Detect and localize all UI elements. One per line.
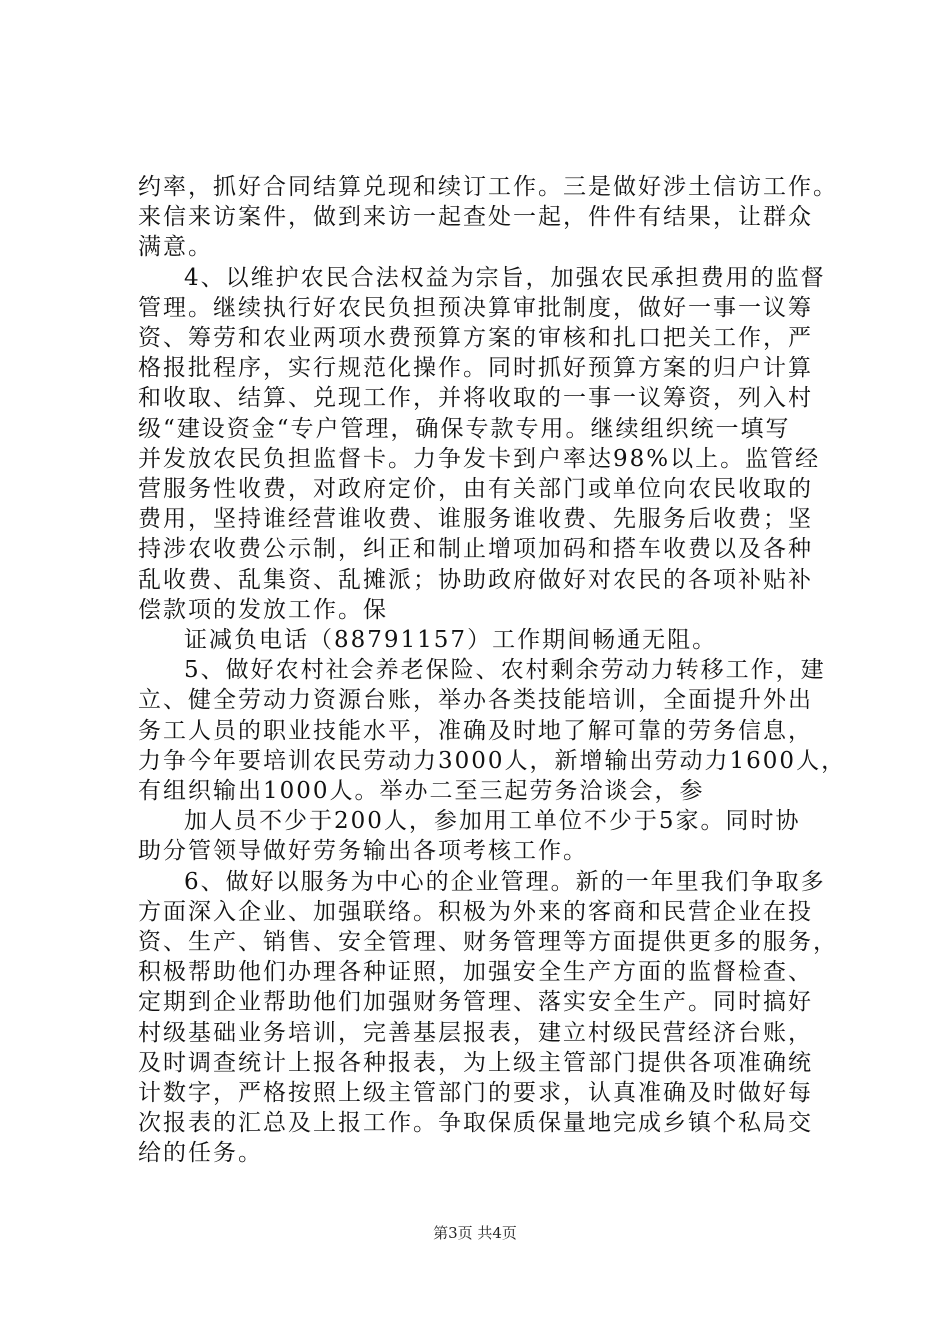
- text-line: 次报表的汇总及上报工作。争取保质保量地完成乡镇个私局交: [138, 1110, 813, 1136]
- text-line: 资、筹劳和农业两项水费预算方案的审核和扎口把关工作，严: [138, 325, 813, 351]
- text-line: 乱收费、乱集资、乱摊派；协助政府做好对农民的各项补贴补: [138, 567, 813, 593]
- text-line: 来信来访案件，做到来访一起查处一起，件件有结果，让群众: [138, 204, 813, 230]
- text-line: 并发放农民负担监督卡。力争发卡到户率达98%以上。监管经: [138, 446, 821, 472]
- text-line: 助分管领导做好劳务输出各项考核工作。: [138, 838, 588, 864]
- text-line: 力争今年要培训农民劳动力3000人，新增输出劳动力1600人，: [138, 748, 847, 774]
- text-line: 持涉农收费公示制，纠正和制止增项加码和搭车收费以及各种: [138, 536, 813, 562]
- text-line: 级“建设资金“专户管理，确保专款专用。继续组织统一填写: [138, 416, 791, 442]
- text-line: 计数字，严格按照上级主管部门的要求，认真准确及时做好每: [138, 1080, 813, 1106]
- text-line: 方面深入企业、加强联络。积极为外来的客商和民营企业在投: [138, 899, 813, 925]
- text-line: 费用，坚持谁经营谁收费、谁服务谁收费、先服务后收费；坚: [138, 506, 813, 532]
- text-line: 和收取、结算、兑现工作，并将收取的一事一议筹资，列入村: [138, 385, 813, 411]
- text-line: 6、做好以服务为中心的企业管理。新的一年里我们争取多: [184, 869, 826, 895]
- text-line: 加人员不少于200人，参加用工单位不少于5家。同时协: [184, 808, 801, 834]
- text-line: 4、以维护农民合法权益为宗旨，加强农民承担费用的监督: [184, 265, 826, 291]
- text-line: 给的任务。: [138, 1140, 263, 1166]
- text-line: 有组织输出1000人。举办二至三起劳务洽谈会，参: [138, 778, 705, 804]
- text-line: 满意。: [138, 234, 213, 260]
- text-line: 资、生产、销售、安全管理、财务管理等方面提供更多的服务，: [138, 929, 838, 955]
- text-line: 及时调查统计上报各种报表，为上级主管部门提供各项准确统: [138, 1050, 813, 1076]
- text-line: 务工人员的职业技能水平，准确及时地了解可靠的劳务信息，: [138, 718, 813, 744]
- text-line: 管理。继续执行好农民负担预决算审批制度，做好一事一议筹: [138, 295, 813, 321]
- text-line: 偿款项的发放工作。保: [138, 597, 388, 623]
- text-line: 定期到企业帮助他们加强财务管理、落实安全生产。同时搞好: [138, 989, 813, 1015]
- text-line: 积极帮助他们办理各种证照，加强安全生产方面的监督检查、: [138, 959, 813, 985]
- text-line: 约率，抓好合同结算兑现和续订工作。三是做好涉土信访工作。: [138, 174, 838, 200]
- text-line: 村级基础业务培训，完善基层报表，建立村级民营经济台账，: [138, 1020, 813, 1046]
- text-line: 格报批程序，实行规范化操作。同时抓好预算方案的归户计算: [138, 355, 813, 381]
- text-line: 营服务性收费，对政府定价，由有关部门或单位向农民收取的: [138, 476, 813, 502]
- text-line: 证减负电话（88791157）工作期间畅通无阻。: [184, 627, 718, 653]
- text-line: 立、健全劳动力资源台账，举办各类技能培训，全面提升外出: [138, 687, 813, 713]
- text-line: 5、做好农村社会养老保险、农村剩余劳动力转移工作，建: [184, 657, 826, 683]
- page-number-footer: 第3页 共4页: [433, 1224, 517, 1242]
